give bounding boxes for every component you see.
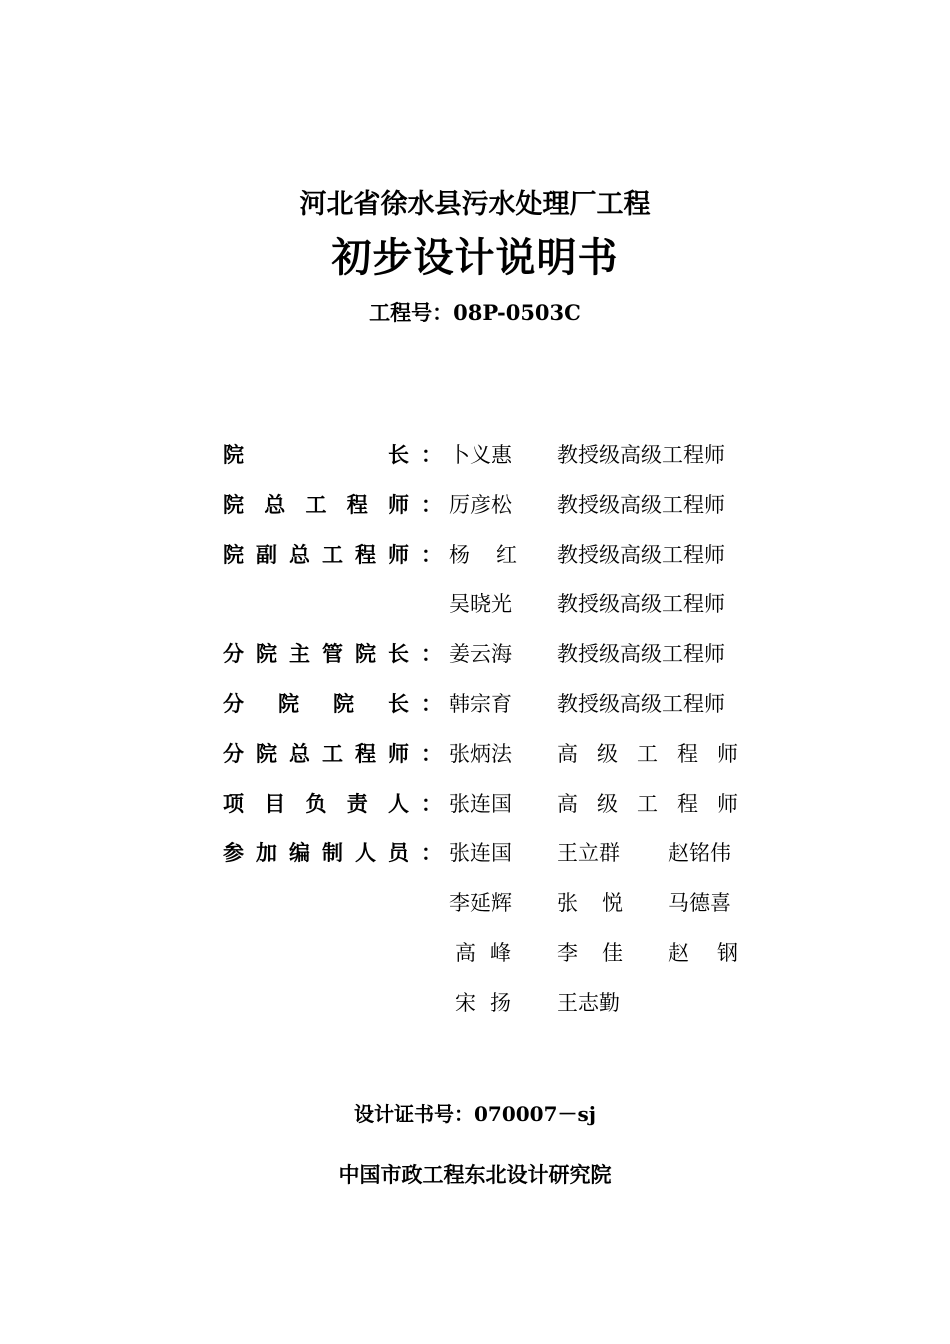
staff-role-char: 项 — [223, 790, 244, 816]
staff-role-char: 员 — [388, 840, 409, 866]
participant-name-char: 张 — [557, 891, 578, 916]
participant-name-char: 峰 — [490, 941, 511, 965]
staff-colon: ： — [421, 442, 442, 467]
staff-role-char: 院 — [223, 541, 244, 567]
staff-role — [223, 489, 409, 519]
staff-title-char: 程 — [677, 741, 698, 766]
staff-role-char: 总 — [289, 541, 310, 567]
staff-role-char: 分 — [223, 641, 244, 667]
staff-role-char: 分 — [223, 691, 244, 716]
participant-name: 张连国 — [449, 841, 512, 866]
staff-role-char: 程 — [355, 541, 376, 567]
participant-name — [557, 937, 623, 967]
staff-role-char: 编 — [289, 840, 310, 866]
staff-role-char: 院 — [256, 740, 277, 766]
staff-title-char: 高 — [557, 791, 578, 816]
staff-role-char: 长 — [388, 691, 409, 716]
staff-role — [223, 539, 409, 569]
staff-role-char: 长 — [388, 641, 409, 667]
participant-name-char: 悦 — [602, 891, 623, 916]
staff-title-char: 工 — [637, 791, 658, 816]
staff-role-char: 主 — [289, 641, 310, 667]
staff-name-char: 杨 — [449, 542, 470, 567]
participant-name — [557, 887, 623, 917]
staff-name: 卜义惠 — [449, 443, 512, 467]
staff-title: 教授级高级工程师 — [557, 692, 725, 716]
participant-name-char: 佳 — [602, 941, 623, 965]
staff-row — [0, 837, 950, 867]
participant-name — [455, 987, 511, 1017]
participant-name: 马德喜 — [668, 891, 731, 916]
staff-role-char: 责 — [346, 790, 368, 816]
staff-role-char: 总 — [264, 491, 286, 517]
staff-role-char: 总 — [289, 740, 310, 766]
staff-row — [0, 987, 950, 1017]
participant-name-char: 扬 — [490, 990, 511, 1015]
participant-name-char: 李 — [557, 941, 578, 965]
staff-title: 教授级高级工程师 — [557, 642, 725, 667]
document-title: 初步设计说明书 — [331, 234, 619, 281]
participant-name-char: 钢 — [717, 941, 738, 965]
participant-name: 王志勤 — [557, 990, 620, 1015]
staff-row — [0, 588, 950, 618]
staff-name: 姜云海 — [449, 642, 512, 667]
staff-title: 教授级高级工程师 — [557, 592, 725, 617]
staff-role-char: 管 — [322, 641, 343, 667]
staff-role — [223, 788, 409, 818]
participant-name-char: 高 — [455, 941, 476, 965]
staff-colon: ： — [421, 641, 442, 667]
staff-role — [223, 638, 409, 668]
staff-row — [0, 788, 950, 818]
staff-name: 厉彦松 — [449, 492, 512, 517]
staff-colon: ： — [421, 740, 442, 766]
institute-name: 中国市政工程东北设计研究院 — [338, 1162, 612, 1187]
staff-role-char: 院 — [256, 641, 277, 667]
participant-name-char: 宋 — [455, 990, 476, 1015]
staff-colon: ： — [421, 541, 442, 567]
staff-role-char: 程 — [346, 491, 368, 517]
staff-role-char: 工 — [305, 491, 327, 517]
staff-role-char: 人 — [355, 840, 376, 866]
staff-role-char: 负 — [305, 790, 327, 816]
staff-role — [223, 688, 409, 718]
staff-role-char: 制 — [322, 840, 343, 866]
staff-role-char: 院 — [223, 442, 244, 467]
staff-title: 教授级高级工程师 — [557, 542, 725, 567]
staff-role-char: 工 — [322, 740, 343, 766]
staff-row — [0, 688, 950, 718]
staff-name: 韩宗育 — [449, 692, 512, 716]
participant-name — [668, 937, 738, 967]
staff-role-char: 参 — [223, 840, 244, 866]
staff-row — [0, 439, 950, 469]
staff-name: 吴晓光 — [449, 592, 512, 617]
staff-role-char: 人 — [388, 790, 409, 816]
staff-role-char: 程 — [355, 740, 376, 766]
project-number: 工程号：08P-0503C — [369, 300, 581, 325]
staff-role-char: 加 — [256, 840, 277, 866]
staff-name — [449, 539, 517, 569]
staff-title: 教授级高级工程师 — [557, 492, 725, 517]
staff-title-char: 级 — [597, 741, 618, 766]
staff-colon: ： — [421, 491, 442, 517]
staff-row — [0, 738, 950, 768]
staff-title-char: 高 — [557, 741, 578, 766]
staff-role-char: 师 — [388, 740, 409, 766]
project-title: 河北省徐水县污水处理厂工程 — [299, 189, 651, 220]
staff-title: 教授级高级工程师 — [557, 443, 725, 467]
staff-role — [223, 439, 409, 469]
staff-colon: ： — [421, 840, 442, 866]
staff-row — [0, 937, 950, 967]
staff-colon: ： — [421, 691, 442, 716]
staff-row — [0, 638, 950, 668]
certificate-number: 设计证书号：070007－sj — [354, 1102, 596, 1126]
staff-role-char: 分 — [223, 740, 244, 766]
staff-name-char: 红 — [496, 542, 517, 567]
participant-name — [455, 937, 511, 967]
participant-name: 王立群 — [557, 841, 620, 866]
staff-title-char: 师 — [717, 741, 738, 766]
staff-role — [223, 738, 409, 768]
staff-title — [557, 788, 738, 818]
staff-title-char: 程 — [677, 791, 698, 816]
participant-name-char: 赵 — [668, 941, 689, 965]
participant-name: 赵铭伟 — [668, 841, 731, 866]
staff-name: 张炳法 — [449, 741, 512, 766]
participant-name: 李延辉 — [449, 891, 512, 916]
staff-role-char: 师 — [388, 491, 409, 517]
staff-colon: ： — [421, 790, 442, 816]
staff-title-char: 级 — [597, 791, 618, 816]
staff-role-char: 院 — [355, 641, 376, 667]
staff-name: 张连国 — [449, 791, 512, 816]
staff-title-char: 师 — [717, 791, 738, 816]
staff-role-char: 目 — [264, 790, 286, 816]
staff-title-char: 工 — [637, 741, 658, 766]
staff-role-char: 师 — [388, 541, 409, 567]
staff-role-char: 工 — [322, 541, 343, 567]
staff-row — [0, 539, 950, 569]
staff-role-char: 院 — [223, 491, 244, 517]
staff-role-char: 院 — [278, 691, 299, 716]
staff-role-char: 副 — [256, 541, 277, 567]
staff-role-char: 长 — [388, 442, 409, 467]
staff-row — [0, 887, 950, 917]
staff-role — [223, 837, 409, 867]
staff-row — [0, 489, 950, 519]
staff-role-char: 院 — [333, 691, 354, 716]
staff-title — [557, 738, 738, 768]
